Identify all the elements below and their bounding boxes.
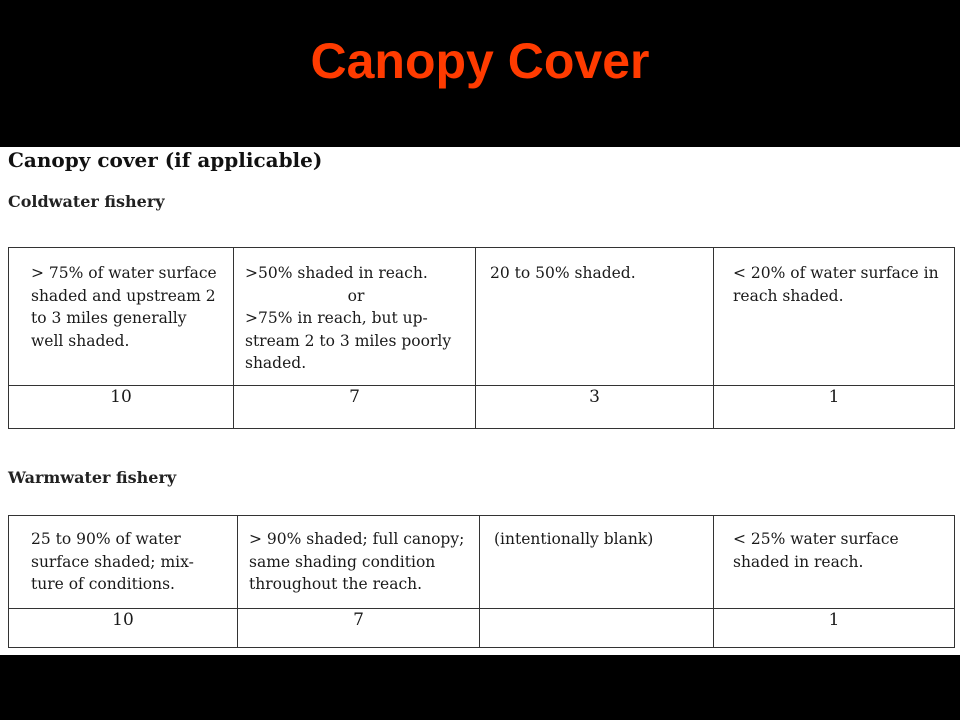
warmwater-table — [8, 515, 955, 648]
text-line: same shading condition — [249, 552, 436, 571]
text-line-or: or — [347, 286, 365, 305]
warmwater-cell-2 — [238, 516, 480, 609]
coldwater-score-row — [9, 386, 955, 429]
text-line: > 75% of water surface — [31, 264, 217, 282]
text-line: shaded. — [245, 354, 307, 372]
text-line: 25 to 90% of water — [31, 530, 181, 548]
text-line: reach shaded. — [733, 286, 844, 305]
coldwater-score-2: 7 — [234, 386, 476, 429]
text-line: > 90% shaded; full canopy; — [249, 530, 465, 548]
coldwater-cell-3 — [476, 248, 714, 386]
text-line: >50% shaded in reach. — [245, 264, 428, 282]
coldwater-score-4: 1 — [714, 386, 955, 429]
text-line: well shaded. — [31, 331, 130, 350]
document-heading: Canopy cover (if applicable) — [8, 148, 323, 172]
warmwater-description-row — [9, 516, 955, 609]
warmwater-cell-3 — [480, 516, 714, 609]
text-line: stream 2 to 3 miles poorly — [245, 331, 452, 350]
warmwater-label: Warmwater fishery — [8, 468, 177, 487]
coldwater-cell-2 — [234, 248, 476, 386]
text-line: throughout the reach. — [249, 575, 423, 593]
coldwater-cell-1 — [9, 248, 234, 386]
document-panel — [0, 147, 960, 655]
warmwater-score-4: 1 — [714, 609, 955, 648]
warmwater-score-3 — [480, 609, 714, 648]
text-line: 20 to 50% shaded. — [490, 264, 636, 282]
warmwater-score-1: 10 — [9, 609, 238, 648]
warmwater-score-2: 7 — [238, 609, 480, 648]
text-line: (intentionally blank) — [494, 530, 654, 548]
text-line: surface shaded; mix- — [31, 552, 194, 571]
text-line: < 20% of water surface in — [733, 264, 939, 282]
coldwater-cell-4 — [714, 248, 955, 386]
coldwater-table — [8, 247, 955, 429]
text-line: >75% in reach, but up- — [245, 309, 428, 327]
text-line: to 3 miles generally — [31, 309, 187, 327]
coldwater-score-3: 3 — [476, 386, 714, 429]
warmwater-cell-1 — [9, 516, 238, 609]
text-line: shaded in reach. — [733, 552, 864, 571]
text-line: ture of conditions. — [31, 575, 175, 593]
coldwater-label: Coldwater fishery — [8, 192, 165, 211]
text-line: < 25% water surface — [733, 530, 899, 548]
slide-title: Canopy Cover — [310, 33, 650, 89]
coldwater-score-1: 10 — [9, 386, 234, 429]
warmwater-cell-4 — [714, 516, 955, 609]
text-line: shaded and upstream 2 — [31, 286, 216, 305]
warmwater-score-row — [9, 609, 955, 648]
coldwater-description-row — [9, 248, 955, 386]
